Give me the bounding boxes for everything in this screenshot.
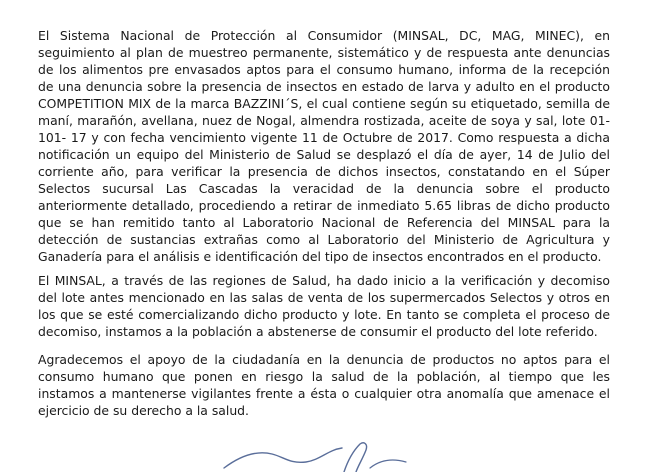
paragraph-line: instamos a mantenerse vigilantes frente a ésta o cualquier otra anomalía que amenace el	[38, 386, 610, 401]
signature-stroke	[224, 448, 342, 468]
paragraph-line: El Sistema Nacional de Protección al Consumidor (MINSAL, DC, MAG, MINEC), en	[38, 28, 610, 43]
signature-stroke	[344, 443, 367, 472]
paragraph-line: Ganadería para el análisis e identificación del tipo de insectos encontrados en el producto.	[38, 249, 602, 264]
paragraph-line: El MINSAL, a través de las regiones de Salud, ha dado inicio a la verificación y decomiso	[38, 273, 610, 288]
paragraph-line: notificación un equipo del Ministerio de Salud se desplazó el día de ayer, 14 de Julio del	[38, 147, 610, 162]
paragraph-line: Selectos sucursal Las Cascadas la veracidad de la denuncia sobre el producto	[38, 181, 610, 196]
paragraph-line: del lote antes mencionado en las salas de venta de los supermercados Selectos y otros en	[38, 290, 610, 305]
paragraph-line: 101- 17 y con fecha vencimiento vigente 11 de Octubre de 2017. Como respuesta a dicha	[38, 130, 610, 145]
paragraph-announcement	[38, 27, 610, 265]
paragraph-line: maní, marañón, avellana, nuez de Nogal, almendra rostizada, aceite de soya y sal, lote 01-	[38, 113, 610, 128]
signature-stroke	[370, 460, 406, 468]
paragraph-line: corriente año, para verificar la presencia de dichos insectos, constatando en el Súper	[38, 164, 610, 179]
paragraph-line: de una denuncia sobre la presencia de insectos en estado de larva y adulto en el producto	[38, 79, 610, 94]
paragraph-line: anteriormente detallado, procediendo a retirar de inmediato 5.65 libras de dicho producto	[38, 198, 610, 213]
paragraph-verification	[38, 272, 610, 340]
signature-mark	[220, 438, 410, 472]
paragraph-line: ejercicio de su derecho a la salud.	[38, 403, 249, 418]
paragraph-line: seguimiento al plan de muestreo permanente, sistemático y de respuesta ante denuncias	[38, 45, 610, 60]
paragraph-line: consumo humano que ponen en riesgo la salud de la población, al tiempo que les	[38, 369, 610, 384]
paragraph-line: Agradecemos el apoyo de la ciudadanía en la denuncia de productos no aptos para el	[38, 352, 610, 367]
paragraph-line: que se han remitido tanto al Laboratorio Nacional de Referencia del MINSAL para la	[38, 215, 610, 230]
paragraph-line: de los alimentos pre envasados aptos para el consumo humano, informa de la recepción	[38, 62, 610, 77]
paragraph-line: decomiso, instamos a la población a abstenerse de consumir el producto del lote referido.	[38, 324, 598, 339]
paragraph-line: los que se esté comercializando dicho producto y lote. En tanto se completa el proceso de	[38, 307, 610, 322]
paragraph-line: detección de sustancias extrañas como al Laboratorio del Ministerio de Agricultura y	[38, 232, 610, 247]
paragraph-line: COMPETITION MIX de la marca BAZZINI´S, el cual contiene según su etiquetado, semilla de	[38, 96, 610, 111]
paragraph-thanks	[38, 351, 610, 419]
